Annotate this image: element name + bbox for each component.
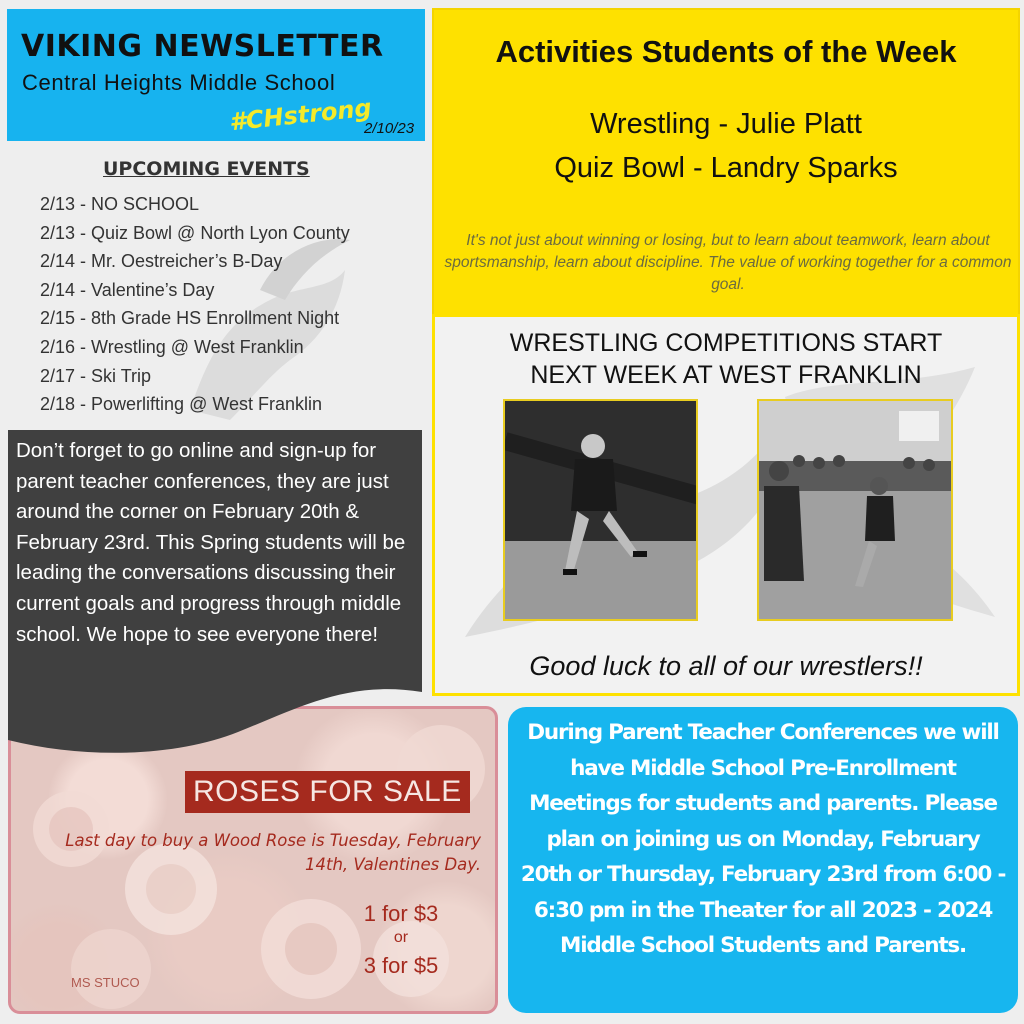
students-of-week-panel — [432, 8, 1020, 316]
organization-label: MS STUCO — [71, 975, 140, 990]
newsletter-header — [7, 9, 425, 141]
winner-wrestling: Wrestling - Julie Platt — [590, 108, 862, 140]
events-list — [40, 190, 350, 419]
good-luck-message: Good luck to all of our wrestlers!! — [529, 651, 923, 681]
issue-date: 2/10/23 — [364, 120, 415, 137]
students-of-week-title: Activities Students of the Week — [495, 34, 957, 69]
wrestling-photo-1 — [503, 399, 698, 621]
wrestling-heading — [435, 327, 1017, 391]
price-one: 1 for $3 — [363, 901, 439, 926]
pre-enrollment-panel — [508, 707, 1018, 1013]
pre-enrollment-text: During Parent Teacher Conferences we will have Middle School Pre-Enrollment Meetings for students and parents. Please plan on joining us on Monday, February 20th or Thursday, February 23rd from 6:00 - 6:30 pm in the Theater for all 2023 - 2024 Middle School Students and Parents. — [520, 720, 1006, 958]
school-name: Central Heights Middle School — [22, 70, 336, 95]
price-or: or — [393, 929, 409, 946]
wrestling-panel — [432, 314, 1020, 696]
winner-quiz-bowl: Quiz Bowl - Landry Sparks — [554, 152, 898, 184]
newsletter-title: VIKING NEWSLETTER — [21, 29, 384, 64]
list-item: 2/13 - Quiz Bowl @ North Lyon County — [40, 222, 350, 243]
wrestling-photo-2 — [757, 399, 953, 621]
teamwork-quote: It's not just about winning or losing, but to learn about teamwork, learn about sportsmanship, learn about discipline. The value of working together for a common goal. — [444, 232, 1012, 293]
conference-reminder-panel — [8, 430, 422, 760]
list-item: 2/15 - 8th Grade HS Enrollment Night — [40, 308, 340, 329]
roses-sign: ROSES FOR SALE — [185, 771, 470, 813]
reminder-text: Don’t forget to go online and sign-up for parent teacher conferences, they are just around the corner on February 20th & February 23rd. This Spring students will be leading the conversations discussing their current goals and progress through middle school. We hope to see everyone there! — [16, 439, 406, 646]
list-item: 2/16 - Wrestling @ West Franklin — [40, 336, 304, 357]
list-item: 2/17 - Ski Trip — [40, 365, 152, 386]
roses-note: Last day to buy a Wood Rose is Tuesday, February 14th, Valentines Day. — [65, 831, 481, 874]
wrestling-heading-line-1: WRESTLING COMPETITIONS START — [509, 329, 943, 357]
events-heading: UPCOMING EVENTS — [103, 158, 310, 180]
list-item: 2/14 - Valentine’s Day — [40, 279, 215, 300]
list-item: 2/14 - Mr. Oestreicher’s B-Day — [40, 251, 283, 272]
list-item: 2/18 - Powerlifting @ West Franklin — [40, 394, 323, 415]
wrestling-heading-line-2: NEXT WEEK AT WEST FRANKLIN — [530, 361, 922, 389]
list-item: 2/13 - NO SCHOOL — [40, 194, 200, 214]
hashtag: #CHstrong — [227, 93, 373, 137]
price-two: 3 for $5 — [363, 953, 439, 978]
